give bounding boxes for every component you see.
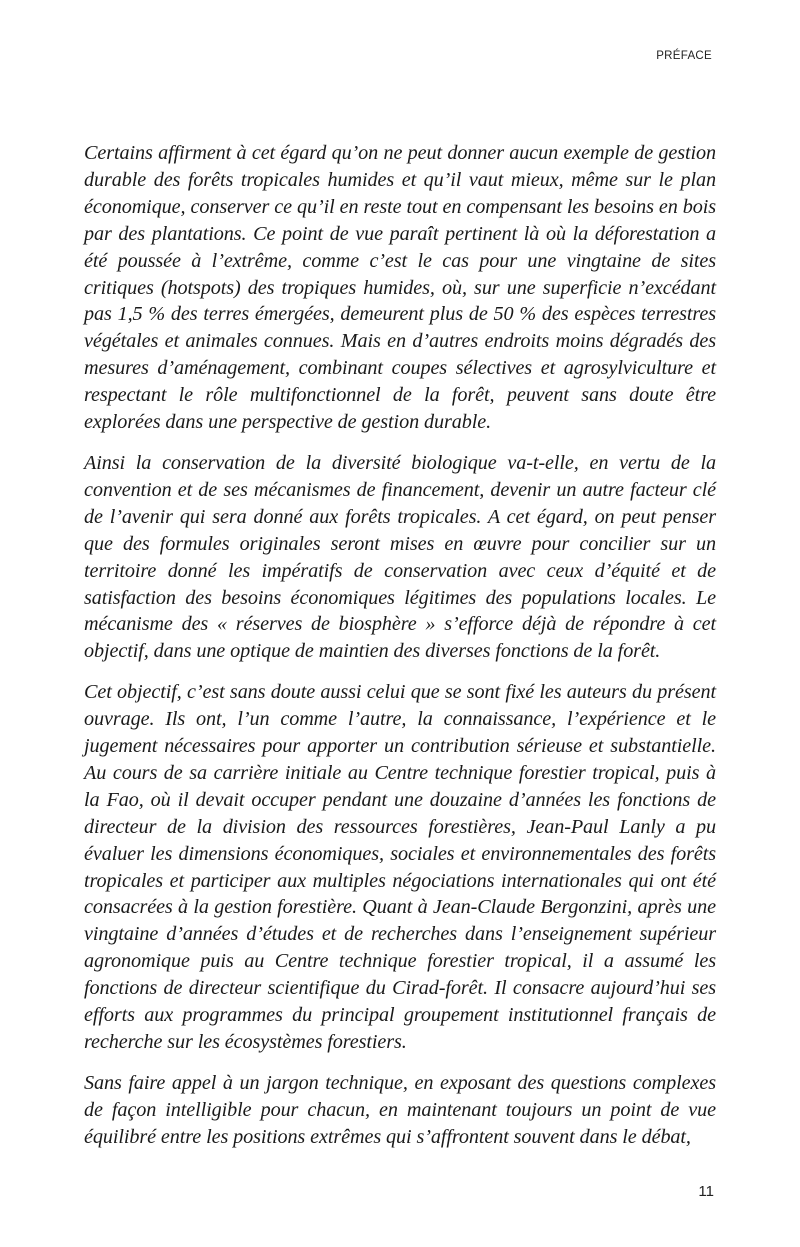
paragraph: Cet objectif, c’est sans doute aussi celui que se sont fixé les auteurs du présent ouvrage. Ils ont, l’un comme l’autre, la connaissance, l’expérience et le jugement nécessaires pour apporter un contribution sérieuse et substantielle. Au cours de sa carrière initiale au Centre technique forestier tropical, puis à la Fao, où il devait occuper pendant une douzaine d’années les fonctions de directeur de la division des ressources forestières, Jean-Paul Lanly a pu évaluer les dimensions économiques, sociales et environnementales des forêts tropicales et participer aux multiples négociations internationales qui ont été consacrées à la gestion forestière. Quant à Jean-Claude Bergonzini, après une vingtaine d’années d’études et de recherches dans l’enseignement supérieur agronomique puis au Centre technique forestier tropical, il a assumé les fonctions de directeur scientifique du Cirad-forêt. Il consacre aujourd’hui ses efforts aux programmes du principal groupement institutionnel français de recherche sur les écosystèmes forestiers.	[84, 681, 716, 1053]
page-number: 11	[698, 1183, 714, 1200]
running-head: PRÉFACE	[656, 50, 712, 62]
body-text	[84, 140, 716, 1165]
paragraph: Ainsi la conservation de la diversité biologique va-t-elle, en vertu de la convention et de ses mécanismes de financement, devenir un autre facteur clé de l’avenir qui sera donné aux forêts tropicales. A cet égard, on peut penser que des formules originales seront mises en œuvre pour concilier sur un territoire donné les impératifs de conservation avec ceux d’équité et de satisfaction des besoins économiques légitimes des populations locales. Le mécanisme des « réserves de biosphère » s’efforce déjà de répondre à cet objectif, dans une optique de maintien des diverses fonctions de la forêt.	[84, 451, 716, 663]
paragraph: Sans faire appel à un jargon technique, en exposant des questions complexes de façon intelligible pour chacun, en maintenant toujours un point de vue équilibré entre les positions extrêmes qui s’affrontent souvent dans le débat,	[84, 1071, 716, 1148]
paragraph: Certains affirment à cet égard qu’on ne peut donner aucun exemple de gestion durable des forêts tropicales humides et qu’il vaut mieux, même sur le plan économique, conserver ce qu’il en reste tout en compensant les besoins en bois par des plantations. Ce point de vue paraît pertinent là où la déforestation a été poussée à l’extrême, comme c’est le cas pour une vingtaine de sites critiques (hotspots) des tropiques humides, où, sur une superficie n’excédant pas 1,5 % des terres émergées, demeurent plus de 50 % des espèces terrestres végétales et animales connues. Mais en d’autres endroits moins dégradés des mesures d’aménagement, combinant coupes sélectives et agrosylviculture et respectant le rôle multifonctionnel de la forêt, peuvent sans doute être explorées dans une perspective de gestion durable.	[84, 142, 716, 434]
